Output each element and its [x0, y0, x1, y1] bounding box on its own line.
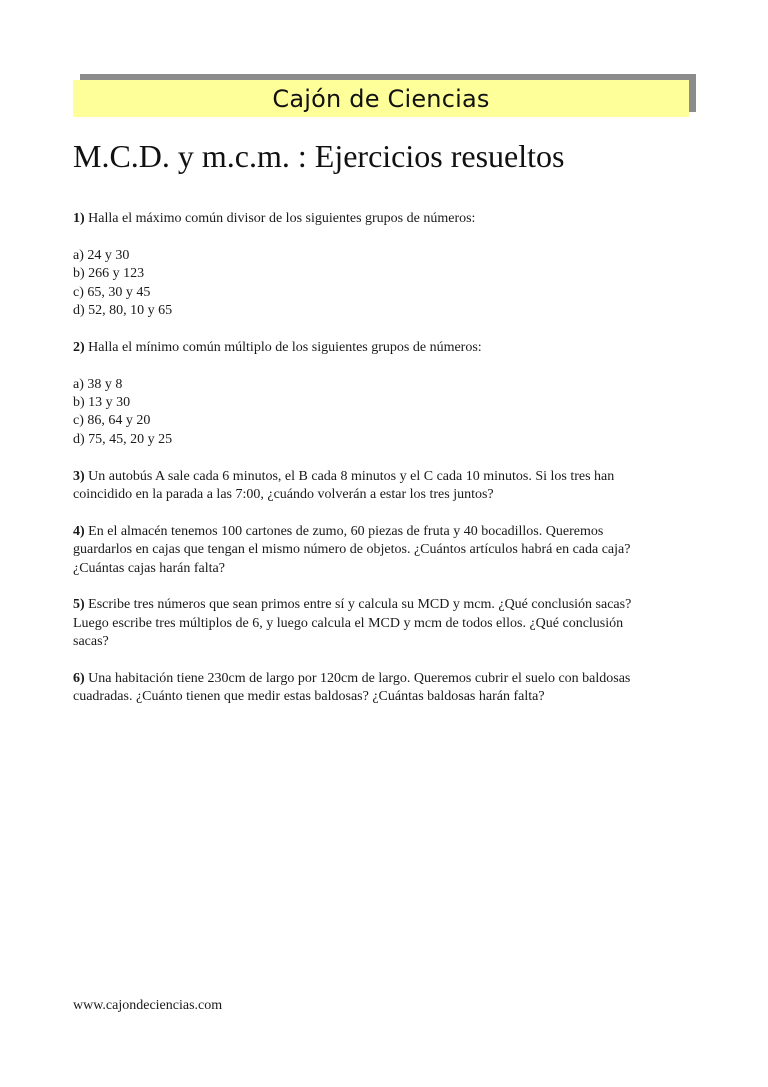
header-banner: [73, 80, 689, 117]
exercise-2-item-c: c) 86, 64 y 20: [73, 413, 151, 429]
exercise-number: 2): [73, 339, 85, 355]
exercise-1-item-b: b) 266 y 123: [73, 266, 145, 282]
footer-url[interactable]: www.cajondeciencias.com: [73, 998, 223, 1013]
exercise-list: [73, 210, 713, 707]
exercise-2-item-b: b) 13 y 30: [73, 395, 131, 411]
page-title: M.C.D. y m.c.m. : Ejercicios resueltos: [73, 138, 565, 174]
exercise-6-line-2: cuadradas. ¿Cuánto tienen que medir estas baldosas? ¿Cuántas baldosas harán falta?: [73, 689, 545, 705]
exercise-5-line-2: Luego escribe tres múltiplos de 6, y luego calcula el MCD y mcm de todos ellos. ¿Qué conclusión: [73, 615, 624, 631]
exercise-3-line-1: [73, 468, 713, 486]
exercise-6-line-1: [73, 670, 713, 688]
exercise-1-item-a: a) 24 y 30: [73, 247, 130, 263]
exercise-2-statement: [73, 339, 713, 357]
exercise-number: 5): [73, 597, 85, 613]
exercise-text: Una habitación tiene 230cm de largo por 120cm de largo. Queremos cubrir el suelo con baldosas: [84, 671, 631, 687]
exercise-4-line-2: guardarlos en cajas que tengan el mismo número de objetos. ¿Cuántos artículos habrá en cada caja?: [73, 542, 631, 558]
exercise-text: Halla el mínimo común múltiplo de los siguientes grupos de números:: [84, 339, 482, 355]
exercise-3-line-2: coincidido en la parada a las 7:00, ¿cuándo volverán a estar los tres juntos?: [73, 487, 494, 503]
exercise-text: Escribe tres números que sean primos entre sí y calcula su MCD y mcm. ¿Qué conclusión sacas?: [84, 597, 632, 613]
exercise-number: 4): [73, 523, 85, 539]
exercise-2-item-a: a) 38 y 8: [73, 376, 123, 392]
exercise-5-line-1: [73, 596, 713, 614]
exercise-text: En el almacén tenemos 100 cartones de zumo, 60 piezas de fruta y 40 bocadillos. Queremos: [84, 523, 604, 539]
exercise-2-item-d: d) 75, 45, 20 y 25: [73, 431, 173, 447]
exercise-1-item-d: d) 52, 80, 10 y 65: [73, 303, 173, 319]
exercise-number: 6): [73, 671, 85, 687]
exercise-5-line-3: sacas?: [73, 634, 109, 650]
exercise-number: 3): [73, 468, 85, 484]
exercise-text: Un autobús A sale cada 6 minutos, el B cada 8 minutos y el C cada 10 minutos. Si los tres han: [84, 468, 615, 484]
exercise-number: 1): [73, 211, 85, 226]
exercise-4-line-1: [73, 523, 713, 541]
exercise-text: Halla el máximo común divisor de los siguientes grupos de números:: [84, 211, 476, 226]
exercise-1-statement: [73, 210, 713, 228]
exercise-4-line-3: ¿Cuántas cajas harán falta?: [73, 560, 225, 576]
exercise-1-item-c: c) 65, 30 y 45: [73, 284, 151, 300]
banner-title: Cajón de Ciencias: [272, 84, 490, 113]
